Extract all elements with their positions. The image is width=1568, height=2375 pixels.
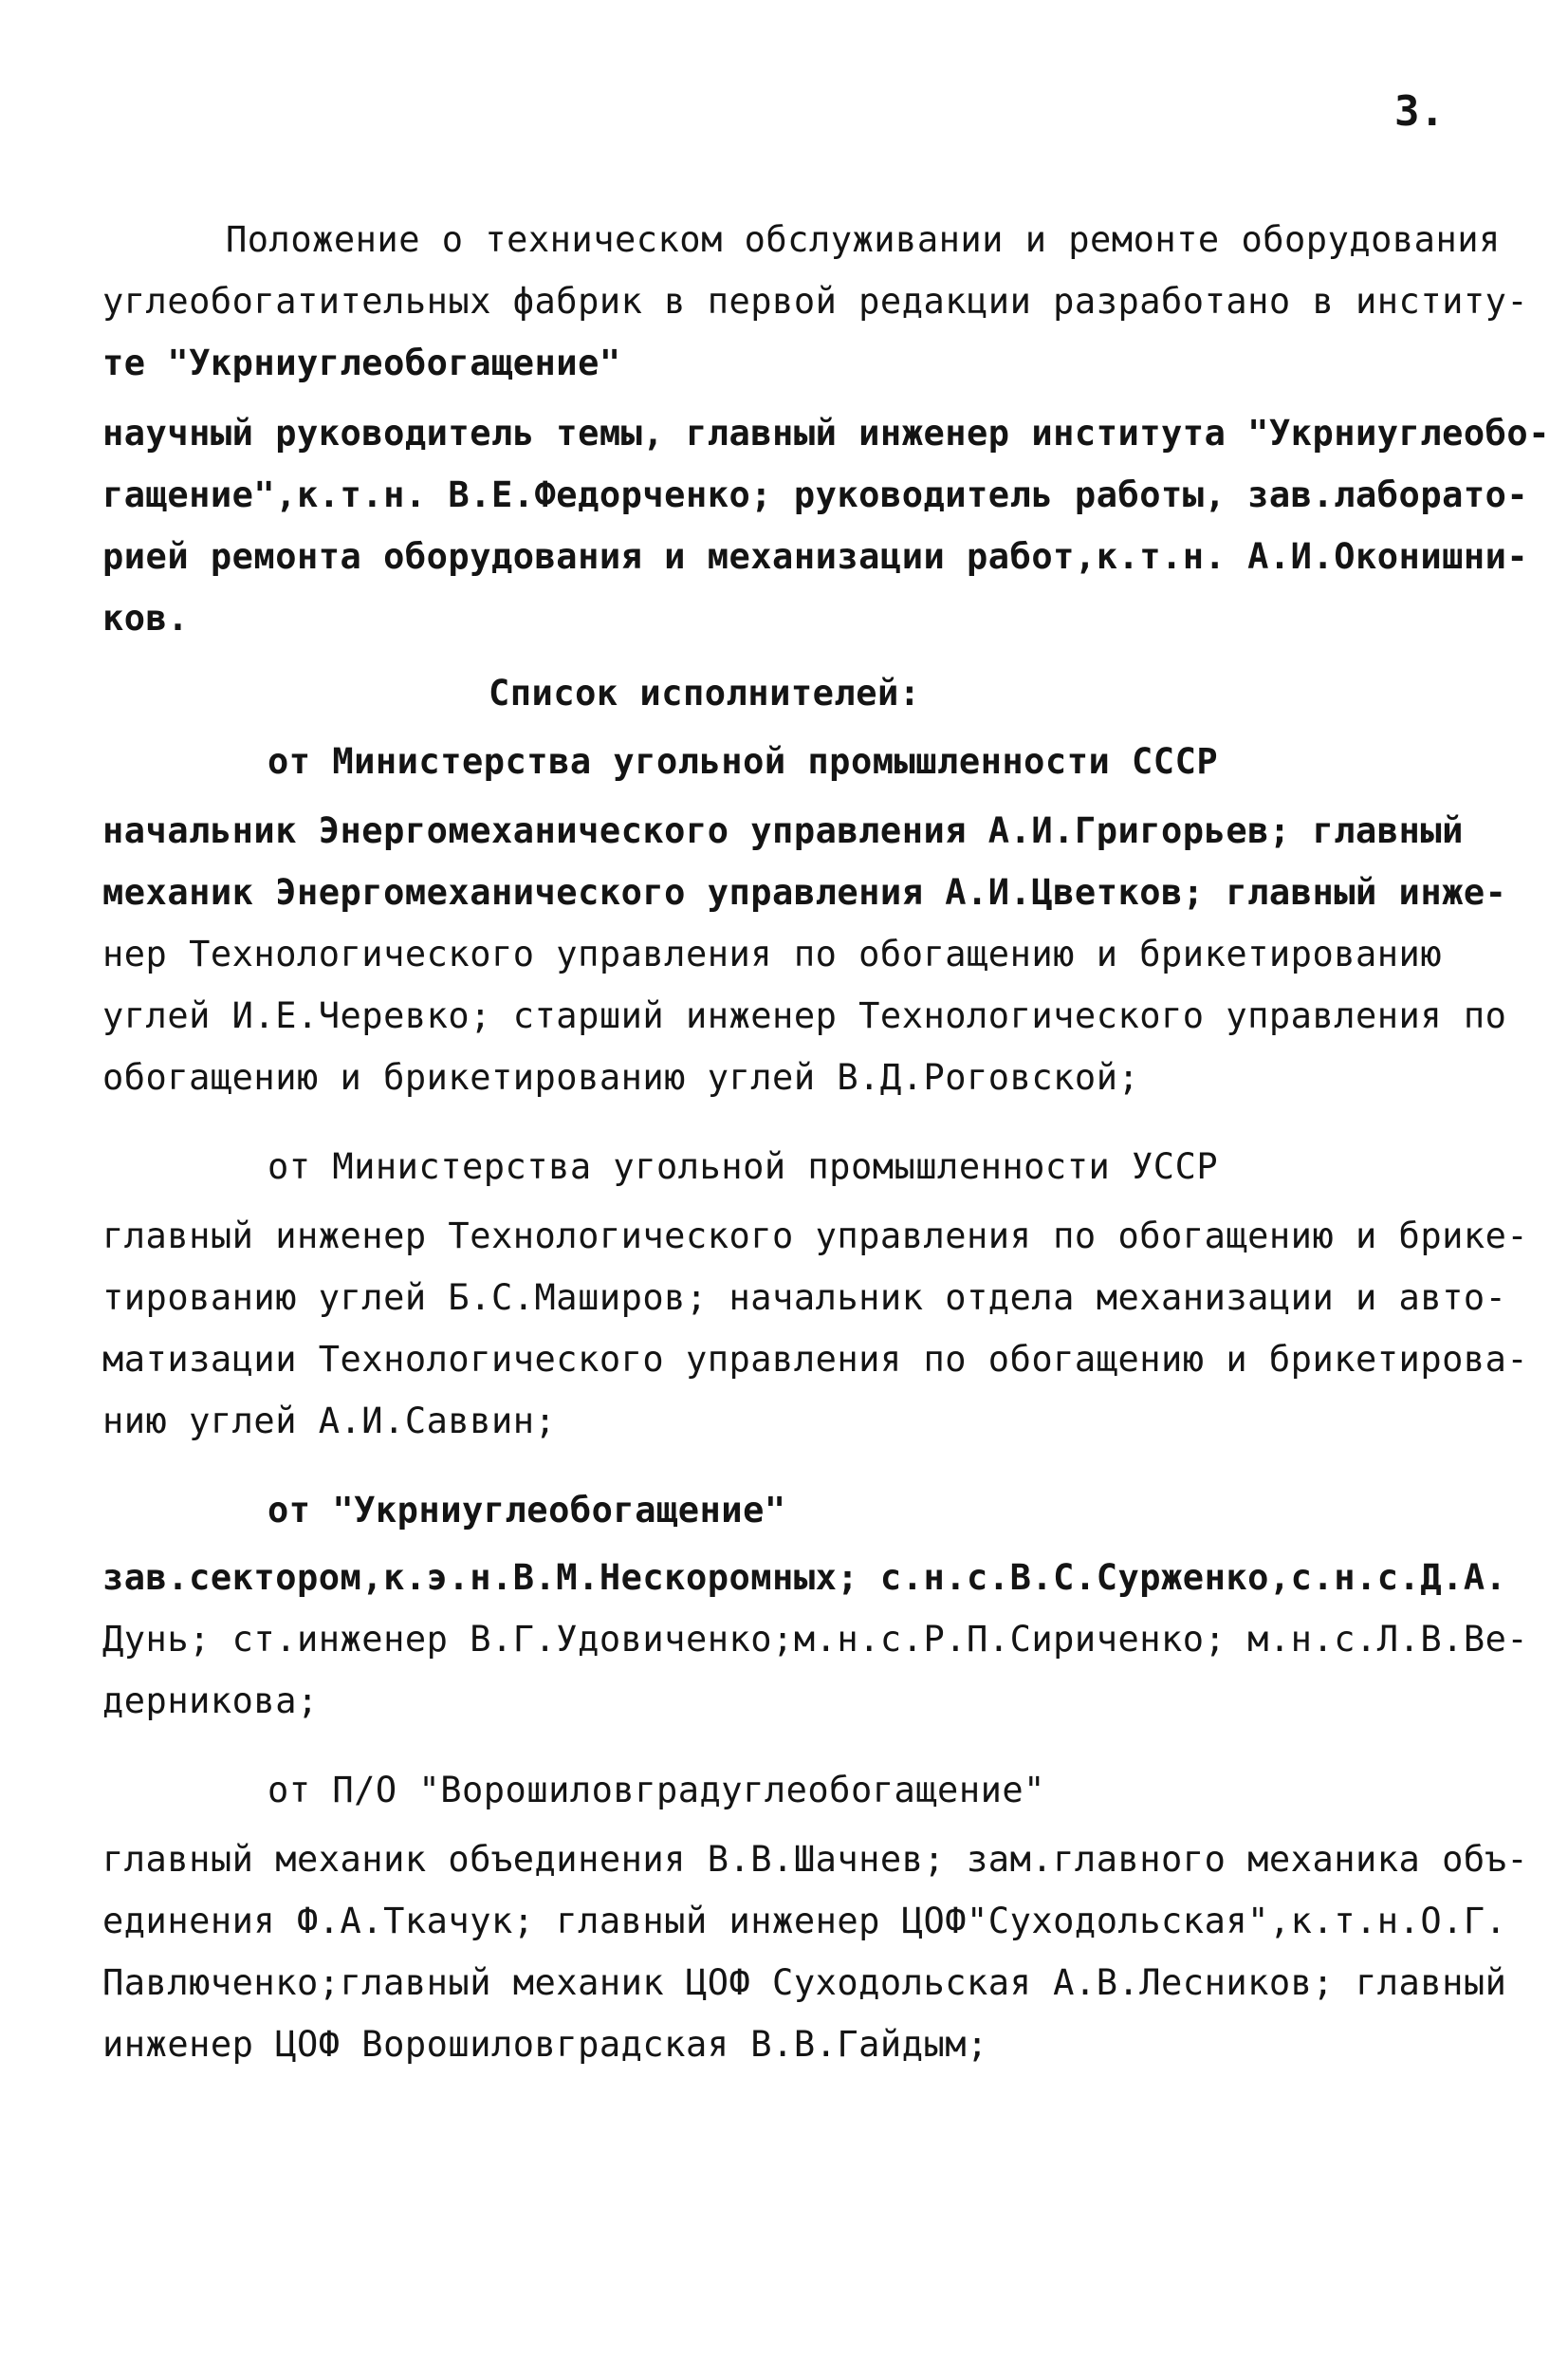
intro-line: Положение о техническом обслуживании и ремонте оборудования: [226, 219, 1501, 260]
section-line: обогащению и брикетированию углей В.Д.Роговской;: [102, 1057, 1140, 1098]
section-title-mug-ussr: от Министерства угольной промышленности СССР: [267, 741, 1219, 782]
section-title-association: от П/О "Ворошиловградуглеобогащение": [267, 1770, 1045, 1810]
page-number: 3.: [1394, 87, 1445, 136]
section-line: матизации Технологического управления по обогащению и брикетирова-: [102, 1339, 1529, 1380]
section-line: главный механик объединения В.В.Шачнев; зам.главного механика объ-: [102, 1839, 1529, 1880]
section-title-institute: от "Укрниуглеобогащение": [267, 1490, 786, 1531]
intro-line: рией ремонта оборудования и механизации работ,к.т.н. А.И.Оконишни-: [102, 536, 1529, 577]
section-line: зав.сектором,к.э.н.В.М.Нескоромных; с.н.с.В.С.Сурженко,с.н.с.Д.А.: [102, 1557, 1507, 1598]
section-line: нию углей А.И.Саввин;: [102, 1401, 557, 1441]
intro-line: углеобогатительных фабрик в первой редакции разработано в институ-: [102, 281, 1529, 322]
section-line: механик Энергомеханического управления А.И.Цветков; главный инже-: [102, 872, 1507, 913]
section-line: начальник Энергомеханического управления А.И.Григорьев; главный: [102, 810, 1464, 851]
section-line: углей И.Е.Черевко; старший инженер Технологического управления по: [102, 995, 1507, 1036]
section-line: дерникова;: [102, 1680, 319, 1721]
section-line: Дунь; ст.инженер В.Г.Удовиченко;м.н.с.Р.П.Сириченко; м.н.с.Л.В.Ве-: [102, 1619, 1529, 1660]
section-line: единения Ф.А.Ткачук; главный инженер ЦОФ"Суходольская",к.т.н.О.Г.: [102, 1901, 1507, 1941]
intro-line: те "Укрниуглеобогащение": [102, 343, 621, 383]
intro-line: ков.: [102, 598, 190, 639]
intro-line: гащение",к.т.н. В.Е.Федорченко; руководитель работы, зав.лаборато-: [102, 474, 1529, 515]
section-line: главный инженер Технологического управления по обогащению и брике-: [102, 1215, 1529, 1256]
section-line: инженер ЦОФ Ворошиловградская В.В.Гайдым;: [102, 2024, 988, 2065]
intro-line: научный руководитель темы, главный инженер института "Укрниуглеобо-: [102, 413, 1550, 454]
section-line: Павлюченко;главный механик ЦОФ Суходольская А.В.Лесников; главный: [102, 1962, 1507, 2003]
section-line: тированию углей Б.С.Маширов; начальник отдела механизации и авто-: [102, 1277, 1507, 1318]
executors-heading: Список исполнителей:: [489, 673, 921, 714]
section-line: нер Технологического управления по обогащению и брикетированию: [102, 934, 1443, 974]
section-title-mug-ukr: от Министерства угольной промышленности УССР: [267, 1146, 1219, 1187]
